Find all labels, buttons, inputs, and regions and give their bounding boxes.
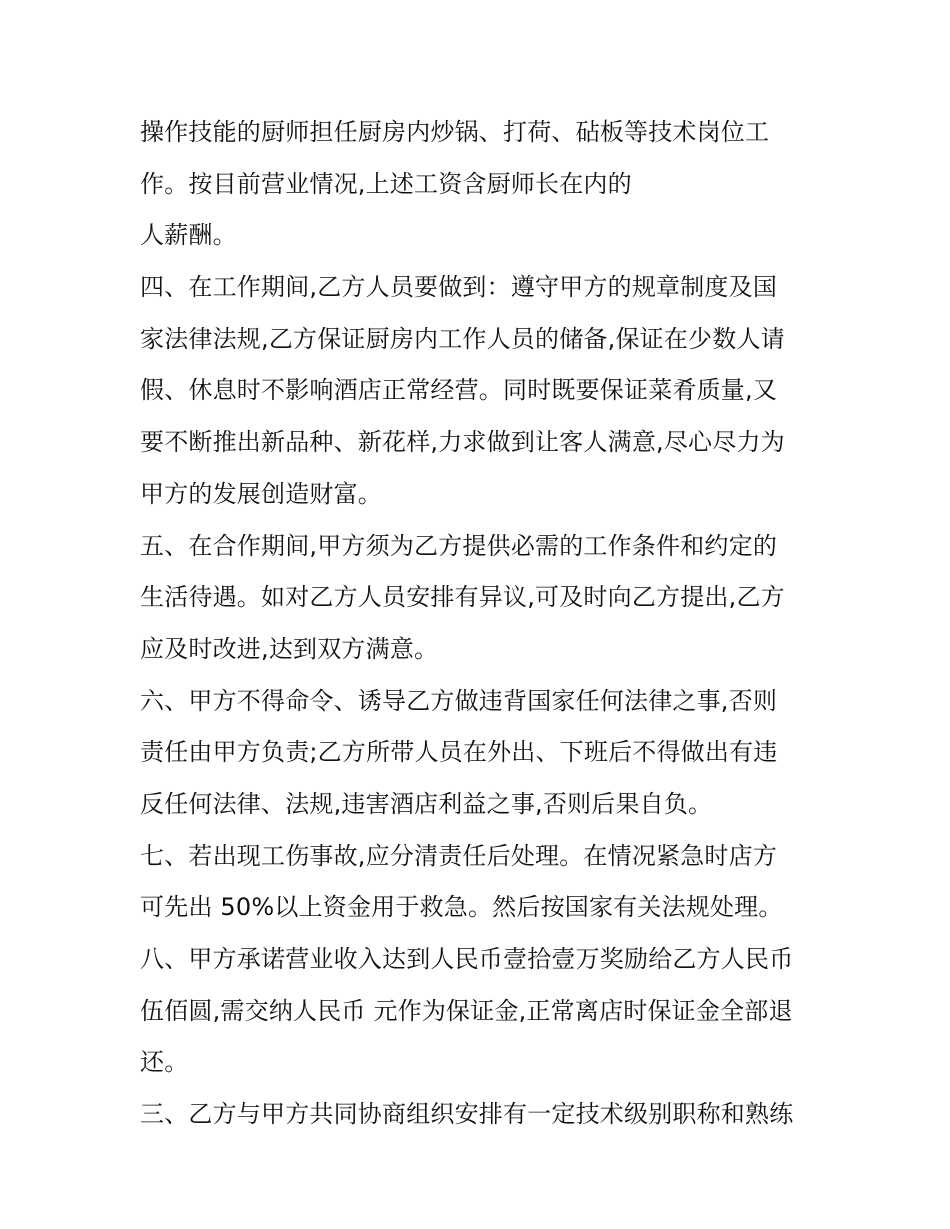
text-line: 责任由甲方负责;乙方所带人员在外出、下班后不得做出有违	[140, 738, 778, 767]
text-line: 三、乙方与甲方共同协商组织安排有一定技术级别职称和熟练	[140, 1100, 794, 1129]
text-line: 六、甲方不得命令、诱导乙方做违背国家任何法律之事,否则	[140, 686, 778, 715]
text-line: 作。按目前营业情况,上述工资含厨师长在内的	[140, 169, 632, 198]
text-line: 操作技能的厨师担任厨房内炒锅、打荷、砧板等技术岗位工	[140, 118, 770, 146]
text-line: 反任何法律、法规,违害酒店利益之事,否则后果自负。	[140, 789, 713, 818]
text-line: 七、若出现工伤事故,应分清责任后处理。在情况紧急时店方	[140, 841, 778, 870]
text-line: 假、休息时不影响酒店正常经营。同时既要保证菜肴质量,又	[140, 376, 778, 405]
text-line: 五、在合作期间,甲方须为乙方提供必需的工作条件和约定的	[140, 531, 778, 560]
text-line: 可先出 50%以上资金用于救急。然后按国家有关法规处理。	[140, 893, 783, 922]
text-line: 生活待遇。如对乙方人员安排有异议,可及时向乙方提出,乙方	[140, 583, 785, 612]
text-line: 人薪酬。	[140, 221, 237, 250]
text-line: 应及时改进,达到双方满意。	[140, 634, 439, 663]
text-line: 八、甲方承诺营业收入达到人民币壹拾壹万奖励给乙方人民币	[140, 945, 794, 973]
text-line: 四、在工作期间,乙方人员要做到：遵守甲方的规章制度及国	[140, 273, 778, 302]
text-line: 要不断推出新品种、新花样,力求做到让客人满意,尽心尽力为	[140, 428, 785, 457]
text-line: 甲方的发展创造财富。	[140, 479, 382, 508]
text-line: 伍佰圆,需交纳人民币 元作为保证金,正常离店时保证金全部退	[140, 996, 793, 1025]
text-line: 还。	[140, 1048, 189, 1077]
document-body	[140, 107, 820, 1141]
text-line: 家法律法规,乙方保证厨房内工作人员的储备,保证在少数人请	[140, 324, 785, 353]
